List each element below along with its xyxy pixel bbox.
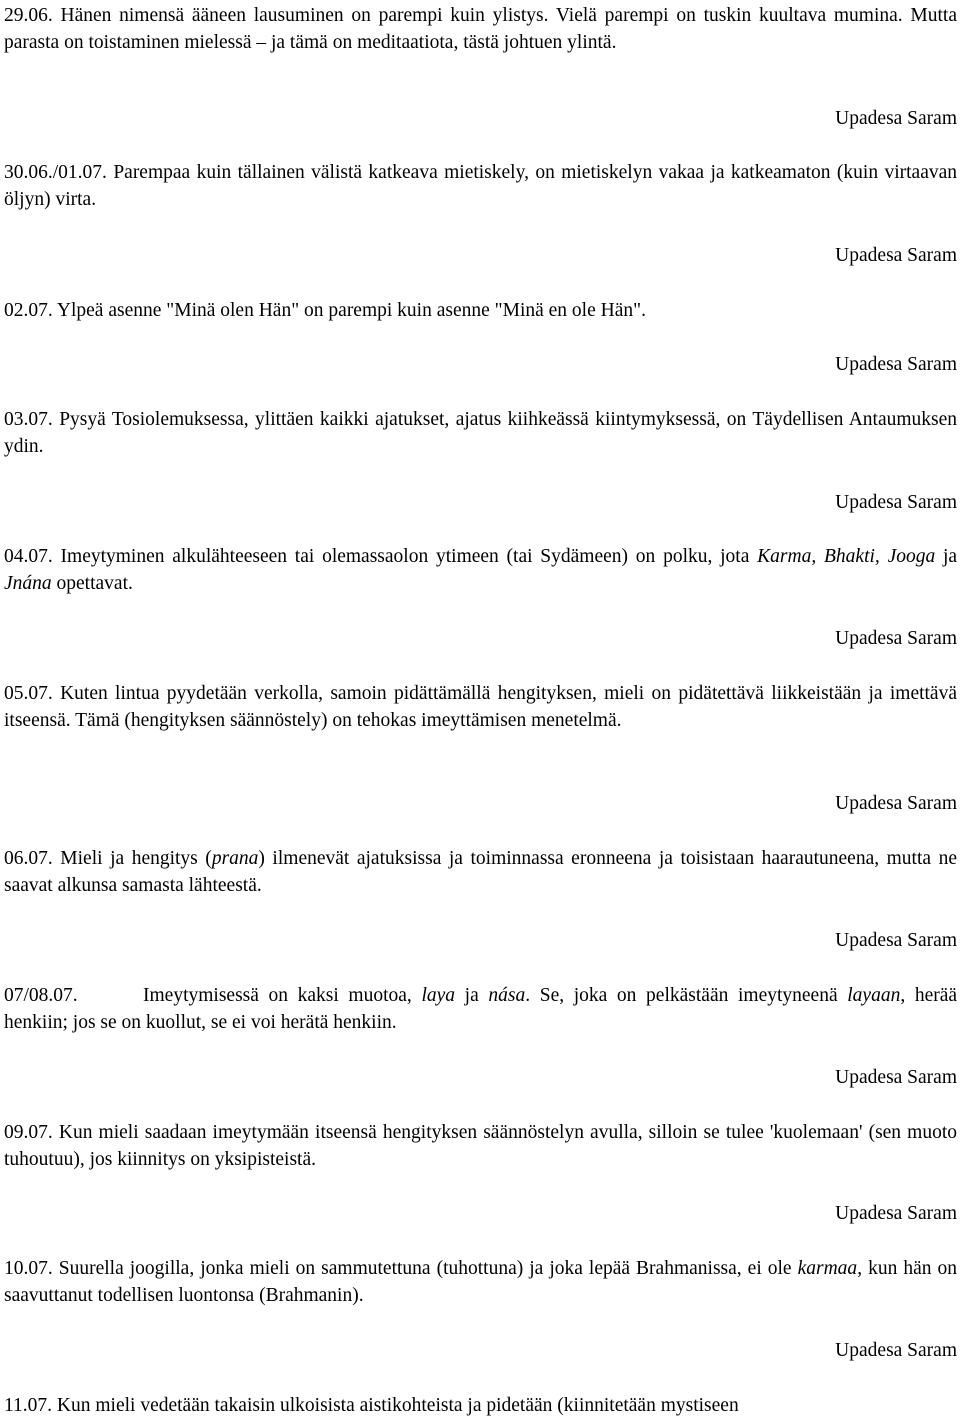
entry-04-07 xyxy=(4,543,957,597)
entry-text: Kun mieli saadaan imeytymään itseensä hengityksen säännöstelyn avulla, silloin se tulee 'kuolemaan' (sen muoto tuhoutuu), jos kiinnitys on yksipisteistä. xyxy=(4,1122,957,1170)
entry-06-07 xyxy=(4,845,957,899)
entry-text: Suurella joogilla, jonka mieli on sammutettuna (tuhottuna) ja joka lepää Brahmanissa, ei ole xyxy=(58,1258,792,1279)
entry-text: Imeytymisessä on kaksi muotoa, xyxy=(143,985,412,1006)
entry-text: Kun mieli vedetään takaisin ulkoisista aistikohteista ja pidetään (kiinnitetään mystiseen xyxy=(56,1395,739,1416)
entry-09-07 xyxy=(4,1119,957,1173)
signature: Upadesa Saram xyxy=(835,354,957,375)
entry-date: 04.07. xyxy=(4,546,53,567)
entry-text: Ylpeä asenne "Minä olen Hän" on parempi kuin asenne "Minä en ole Hän". xyxy=(56,300,646,321)
entry-text: ) ilmenevät ajatuksissa ja toiminnassa eronneena ja toisistaan haarautuneena, mutta ne saavat alkunsa samasta lähteestä. xyxy=(4,848,957,896)
entry-30-06-01-07 xyxy=(4,159,957,213)
entry-text: Pysyä Tosiolemuksessa, ylittäen kaikki ajatukset, ajatus kiihkeässä kiintymyksessä, on Täydellisen Antaumuksen ydin. xyxy=(4,409,958,457)
signature: Upadesa Saram xyxy=(835,108,957,129)
entry-07-08-07 xyxy=(4,982,957,1036)
entry-10-07 xyxy=(4,1255,957,1309)
entry-05-07 xyxy=(4,680,957,734)
term-layaan: layaan xyxy=(847,985,901,1006)
entry-date: 05.07. xyxy=(4,683,53,704)
signature: Upadesa Saram xyxy=(835,1067,957,1088)
term-prana: prana xyxy=(211,848,259,869)
signature: Upadesa Saram xyxy=(835,793,957,814)
term-jooga: Jooga xyxy=(887,546,936,567)
term-karmaa: karmaa xyxy=(797,1258,858,1279)
entry-date: 11.07. xyxy=(4,1395,53,1416)
entry-date: 29.06. xyxy=(4,5,53,26)
entry-text: , herää henkiin; jos se on kuollut, se ei voi herätä henkiin. xyxy=(4,985,958,1033)
entry-text: ja xyxy=(464,985,479,1006)
signature: Upadesa Saram xyxy=(835,628,957,649)
term-laya: laya xyxy=(421,985,456,1006)
entry-text: Mieli ja hengitys ( xyxy=(60,848,212,869)
signature: Upadesa Saram xyxy=(835,930,957,951)
signature: Upadesa Saram xyxy=(835,1203,957,1224)
entry-text: Kuten lintua pyydetään verkolla, samoin pidättämällä hengityksen, mieli on pidätettävä liikkeistään ja imettävä itseensä. Tämä (hengityksen säännöstely) on tehokas imeyttämisen menetelmä. xyxy=(4,683,957,731)
signature: Upadesa Saram xyxy=(835,492,957,513)
entry-text: Imeytyminen alkulähteeseen tai olemassaolon ytimeen (tai Sydämeen) on polku, jota xyxy=(60,546,750,567)
entry-date: 10.07. xyxy=(4,1258,53,1279)
entry-text: ja xyxy=(943,546,958,567)
signature: Upadesa Saram xyxy=(835,245,957,266)
entry-date: 07/08.07. xyxy=(4,985,78,1006)
entry-text: , kun hän on saavuttanut todellisen luontonsa (Brahmanin). xyxy=(4,1258,958,1306)
entry-11-07 xyxy=(4,1392,957,1419)
entry-date: 30.06./01.07. xyxy=(4,162,107,183)
entry-text: Parempaa kuin tällainen välistä katkeava mietiskely, on mietiskelyn vakaa ja katkeamaton (kuin virtaavan öljyn) virta. xyxy=(4,162,957,210)
entry-date: 02.07. xyxy=(4,300,53,321)
entry-02-07 xyxy=(4,297,957,324)
entry-03-07 xyxy=(4,406,957,460)
entry-date: 09.07. xyxy=(4,1122,53,1143)
entry-text: opettavat. xyxy=(56,573,133,594)
term-karma: Karma, xyxy=(757,546,817,567)
entry-date: 06.07. xyxy=(4,848,53,869)
entry-text: Hänen nimensä ääneen lausuminen on parempi kuin ylistys. Vielä parempi on tuskin kuultava mumina. Mutta parasta on toistaminen mielessä – ja tämä on meditaatiota, tästä johtuen ylintä. xyxy=(4,5,957,53)
entry-29-06 xyxy=(4,2,957,56)
term-bhakti: Bhakti, xyxy=(824,546,880,567)
entry-date: 03.07. xyxy=(4,409,53,430)
term-jnana: Jnána xyxy=(4,573,52,594)
signature: Upadesa Saram xyxy=(835,1340,957,1361)
term-nasa: nása xyxy=(488,985,526,1006)
entry-text: . Se, joka on pelkästään imeytyneenä xyxy=(525,985,838,1006)
